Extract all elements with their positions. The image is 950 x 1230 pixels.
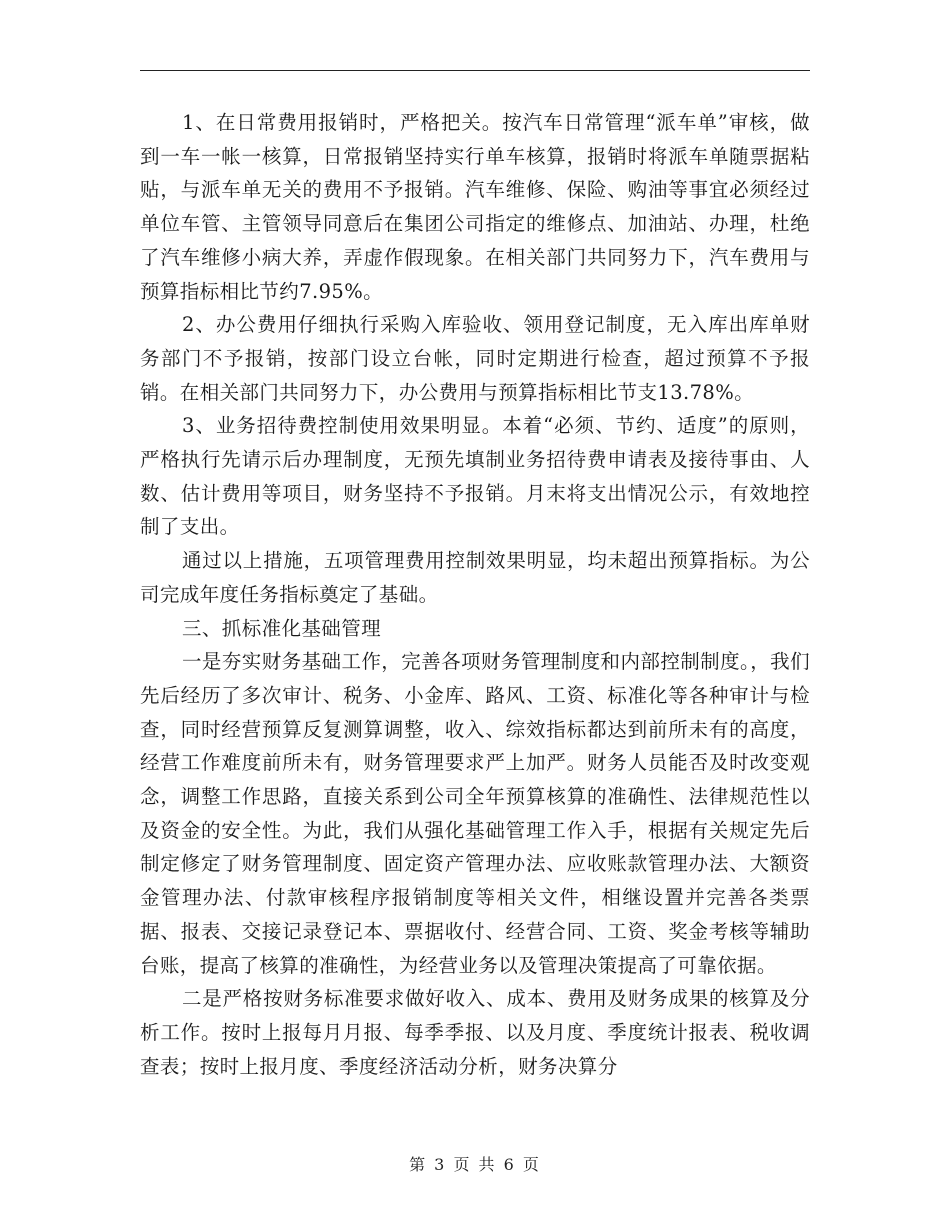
paragraph-summary: 通过以上措施，五项管理费用控制效果明显，均未超出预算指标。为公司完成年度任务指标奠定了基础。 bbox=[140, 549, 810, 606]
paragraph-entertainment-expenses: 3、业务招待费控制使用效果明显。本着“必须、节约、适度”的原则，严格执行先请示后办理制度，无预先填制业务招待费申请表及接待事由、人数、估计费用等项目，财务坚持不予报销。月末将支出情况公示，有效地控制了支出。 bbox=[140, 414, 810, 539]
section-heading: 三、抓标准化基础管理 bbox=[182, 616, 382, 640]
paragraph-accounting-analysis: 二是严格按财务标准要求做好收入、成本、费用及财务成果的核算及分析工作。按时上报每月月报、每季季报、以及月度、季度统计报表、税收调查表；按时上报月度、季度经济活动分析，财务决算分 bbox=[140, 987, 810, 1078]
paragraph-vehicle-expenses: 1、在日常费用报销时，严格把关。按汽车日常管理“派车单”审核，做到一车一帐一核算，日常报销坚持实行单车核算，报销时将派车单随票据粘贴，与派车单无关的费用不予报销。汽车维修、保险、购油等事宜必须经过单位车管、主管领导同意后在集团公司指定的维修点、加油站、办理，杜绝了汽车维修小病大养，弄虚作假现象。在相关部门共同努力下，汽车费用与预算指标相比节约7.95%。 bbox=[140, 111, 810, 303]
document-body bbox=[140, 106, 810, 1083]
paragraph-office-expenses: 2、办公费用仔细执行采购入库验收、领用登记制度，无入库出库单财务部门不予报销，按部门设立台帐，同时定期进行检查，超过预算不予报销。在相关部门共同努力下，办公费用与预算指标相比节支13.78%。 bbox=[140, 313, 810, 404]
page-number: 第 3 页 共 6 页 bbox=[409, 1155, 541, 1174]
header-rule bbox=[140, 70, 810, 71]
paragraph-foundation-work: 一是夯实财务基础工作，完善各项财务管理制度和内部控制制度。，我们先后经历了多次审计、税务、小金库、路风、工资、标准化等各种审计与检查，同时经营预算反复测算调整，收入、综效指标都达到前所未有的高度，经营工作难度前所未有，财务管理要求严上加严。财务人员能否及时改变观念，调整工作思路，直接关系到公司全年预算核算的准确性、法律规范性以及资金的安全性。为此，我们从强化基础管理工作入手，根据有关规定先后制定修定了财务管理制度、固定资产管理办法、应收账款管理办法、大额资金管理办法、付款审核程序报销制度等相关文件，相继设置并完善各类票据、报表、交接记录登记本、票据收付、经营合同、工资、奖金考核等辅助台账，提高了核算的准确性，为经营业务以及管理决策提高了可靠依据。 bbox=[140, 650, 810, 977]
